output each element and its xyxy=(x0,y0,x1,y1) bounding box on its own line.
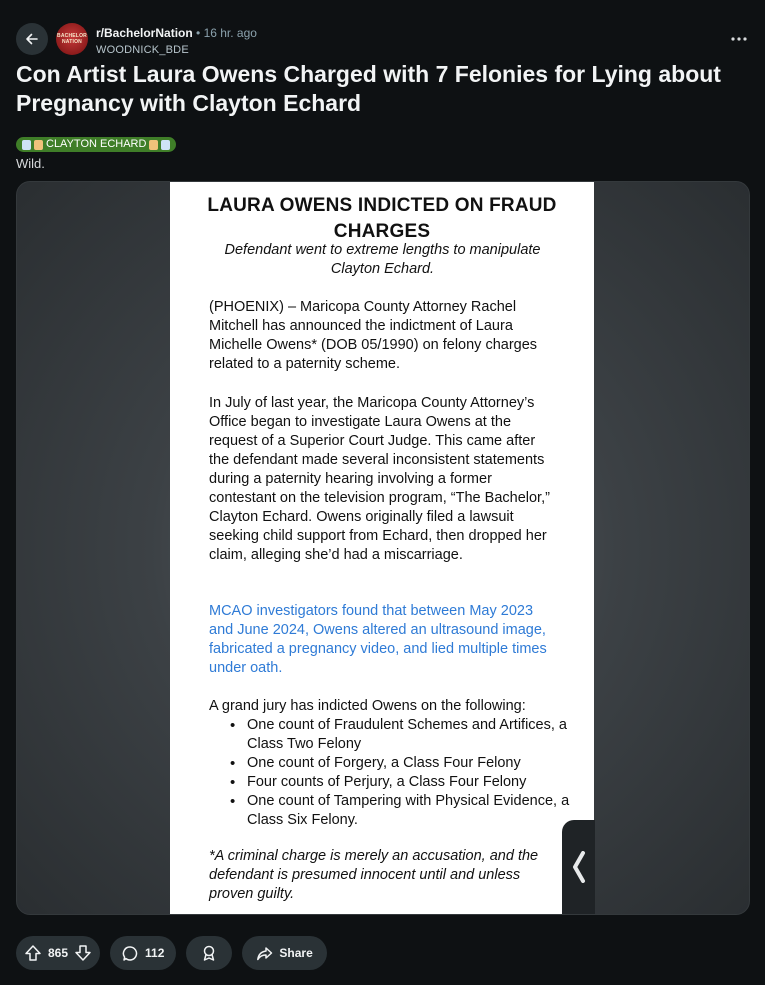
downvote-icon[interactable] xyxy=(74,944,92,962)
upvote-icon[interactable] xyxy=(24,944,42,962)
avatar-logo-text: BACHELOR NATION xyxy=(57,33,87,45)
award-icon xyxy=(200,944,218,962)
post-title: Con Artist Laura Owens Charged with 7 Felonies for Lying about Pregnancy with Clayton Echard xyxy=(16,61,721,116)
award-button[interactable] xyxy=(186,936,232,970)
gallery-prev-button[interactable] xyxy=(562,820,595,914)
document-disclaimer: *A criminal charge is merely an accusation, and the defendant is presumed innocent until and unless proven guilty. xyxy=(209,848,539,902)
person-emoji-icon xyxy=(22,140,31,150)
house-emoji-icon xyxy=(34,140,43,150)
share-icon xyxy=(256,945,273,962)
list-item: • One count of Forgery, a Class Four Felony xyxy=(247,754,607,773)
back-button[interactable] xyxy=(16,23,48,55)
document-paragraph-3: MCAO investigators found that between May 2023 and June 2024, Owens altered an ultrasound image, fabricated a pregnancy video, and lied multiple times under oath. xyxy=(209,603,547,676)
comment-count: 112 xyxy=(145,946,165,960)
list-item: • One count of Tampering with Physical Evidence, a Class Six Felony. xyxy=(247,792,607,830)
chevron-left-icon xyxy=(572,851,586,883)
list-item: • One count of Fraudulent Schemes and Artifices, a Class Two Felony xyxy=(247,716,607,754)
vote-control xyxy=(16,936,100,970)
flair-label: CLAYTON ECHARD xyxy=(46,138,147,150)
more-options-icon xyxy=(731,37,747,41)
subreddit-link[interactable]: r/BachelorNation xyxy=(96,26,193,40)
post-body: Wild. xyxy=(16,156,45,171)
charges-list xyxy=(209,716,607,830)
house-emoji-icon xyxy=(149,140,158,150)
press-release-document xyxy=(170,182,594,914)
charges-intro: A grand jury has indicted Owens on the following: xyxy=(209,698,526,714)
comment-icon xyxy=(122,945,139,962)
more-options-button[interactable] xyxy=(727,27,751,51)
share-label: Share xyxy=(279,946,313,960)
author-link[interactable]: WOODNICK_BDE xyxy=(96,44,189,56)
person-emoji-icon xyxy=(161,140,170,150)
document-paragraph-2: In July of last year, the Maricopa County Attorney’s Office began to investigate Laura Owens at the request of a Superior Court Judge. This came after the defendant made several inconsistent statements during a paternity hearing involving a former contestant on the television program, “The Bachelor,” Clayton Echard. Owens originally filed a lawsuit seeking child support from Echard, then dropped her claim, alleging she’d had a miscarriage. xyxy=(209,395,550,563)
comments-button[interactable] xyxy=(110,936,176,970)
post-time: 16 hr. ago xyxy=(203,26,257,40)
document-subheading: Defendant went to extreme lengths to manipulate Clayton Echard. xyxy=(224,242,541,277)
post-meta xyxy=(96,26,257,57)
share-button[interactable] xyxy=(242,936,326,970)
back-arrow-icon xyxy=(24,31,40,47)
post-image[interactable] xyxy=(16,181,750,915)
meta-separator: • xyxy=(196,26,201,40)
subreddit-avatar[interactable] xyxy=(56,23,88,55)
document-paragraph-1: (PHOENIX) – Maricopa County Attorney Rachel Mitchell has announced the indictment of Laura Michelle Owens* (DOB 05/1990) on felony charges related to a paternity scheme. xyxy=(209,299,538,372)
list-item: • Four counts of Perjury, a Class Four Felony xyxy=(247,773,607,792)
document-heading: LAURA OWENS INDICTED ON FRAUD CHARGES xyxy=(207,195,557,242)
post-flair[interactable] xyxy=(16,137,176,152)
post-actions xyxy=(16,936,327,970)
vote-count: 865 xyxy=(48,946,69,960)
